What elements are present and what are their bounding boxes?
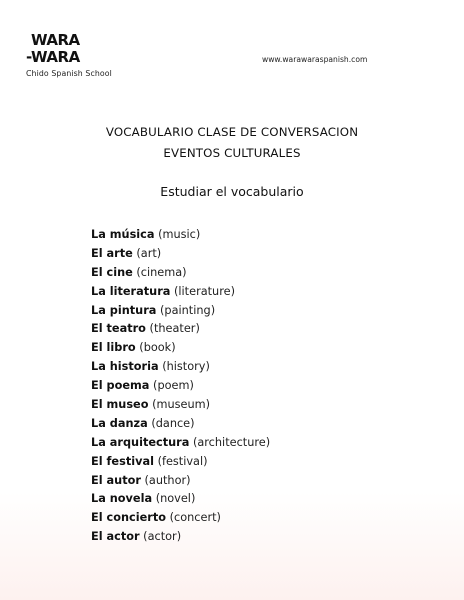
vocab-item [91,264,270,283]
vocab-item [91,472,270,491]
vocab-spanish-term: El cine [91,265,133,279]
vocab-spanish-term: El museo [91,398,149,412]
school-logo [26,30,126,78]
vocab-spanish-term: La pintura [91,303,157,317]
vocab-english-translation: (poem) [153,379,194,393]
vocab-item [91,434,270,453]
vocab-item [91,453,270,472]
vocabulary-list [91,226,270,547]
logo-text-line2: -WARA [26,48,80,66]
vocab-item [91,302,270,321]
vocab-english-translation: (literature) [174,284,235,298]
vocab-english-translation: (painting) [160,303,216,317]
vocab-english-translation: (art) [136,246,162,260]
vocab-english-translation: (architecture) [192,435,271,449]
vocab-item [91,245,270,264]
vocab-spanish-term: El poema [91,379,150,393]
vocab-english-translation: (cinema) [136,265,187,279]
website-link[interactable]: www.warawaraspanish.com [262,55,368,64]
wara-wara-logo-icon [26,30,114,66]
vocab-english-translation: (actor) [143,530,182,544]
vocab-english-translation: (novel) [155,492,196,506]
vocab-spanish-term: La novela [91,492,153,506]
vocab-spanish-term: La música [91,228,155,241]
vocab-spanish-term: El autor [91,473,141,487]
vocab-item [91,226,270,245]
vocab-item [91,320,270,339]
vocab-english-translation: (dance) [151,416,195,430]
vocab-english-translation: (author) [144,473,191,487]
school-name: Chido Spanish School [26,69,112,78]
vocab-spanish-term: El concierto [91,511,166,525]
vocab-english-translation: (museum) [152,398,211,412]
vocab-item [91,528,270,547]
section-subtitle: Estudiar el vocabulario [160,184,304,199]
title-line-2: EVENTOS CULTURALES [163,146,301,160]
vocab-english-translation: (history) [162,360,210,374]
vocab-item [91,358,270,377]
vocab-spanish-term: La danza [91,416,148,430]
vocab-spanish-term: La literatura [91,284,171,298]
logo-text-line1: WARA [31,31,80,49]
vocab-english-translation: (concert) [169,511,221,525]
vocab-item [91,283,270,302]
vocab-item [91,377,270,396]
document-title [0,122,464,164]
vocab-item [91,509,270,528]
vocab-spanish-term: El arte [91,246,133,260]
vocab-spanish-term: El libro [91,341,136,355]
vocab-spanish-term: El teatro [91,322,146,336]
vocab-item [91,339,270,358]
vocab-spanish-term: El actor [91,530,140,544]
vocab-english-translation: (theater) [149,322,200,336]
vocab-english-translation: (book) [139,341,176,355]
vocab-item [91,490,270,509]
vocab-english-translation: (festival) [157,454,208,468]
vocab-spanish-term: La historia [91,360,159,374]
vocab-english-translation: (music) [158,228,201,241]
vocab-spanish-term: El festival [91,454,154,468]
vocab-item [91,415,270,434]
vocab-spanish-term: La arquitectura [91,435,190,449]
vocab-item [91,396,270,415]
title-line-1: VOCABULARIO CLASE DE CONVERSACION [105,125,359,139]
